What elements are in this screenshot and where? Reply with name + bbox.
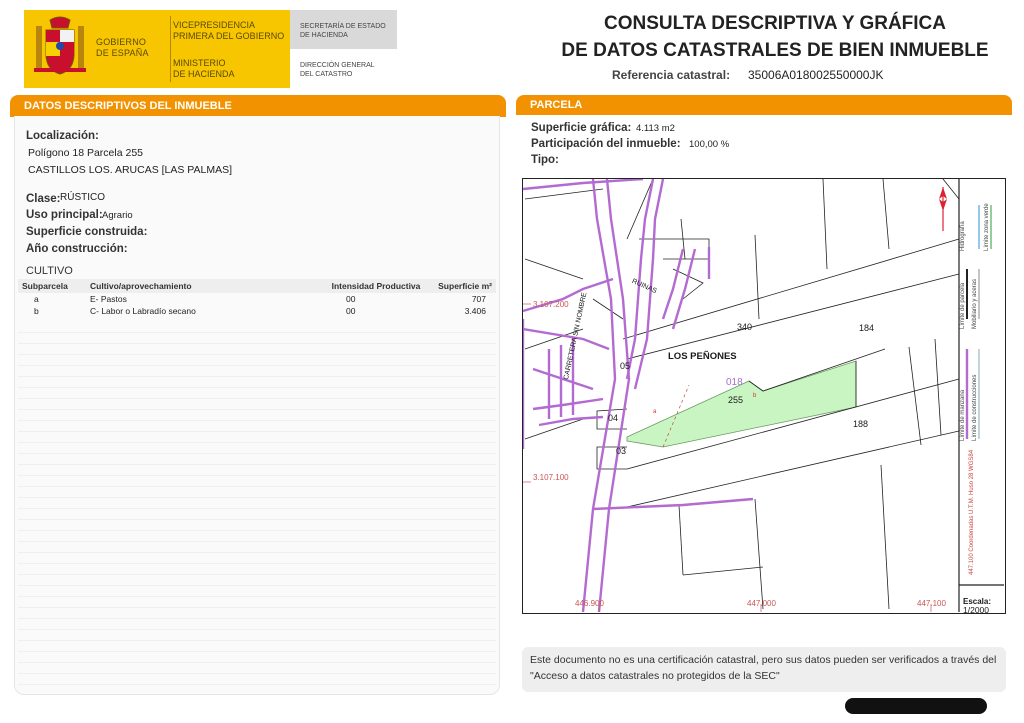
y-coord-top: 3.107.200 bbox=[533, 300, 569, 309]
table-header: Intensidad Productiva bbox=[320, 279, 432, 293]
table-cell: b bbox=[34, 306, 39, 316]
legend-item: Hidrografía bbox=[960, 221, 966, 251]
table-cell: a bbox=[34, 294, 39, 304]
disclaimer-note: Este documento no es una certificación catastral, pero sus datos pueden ser verificados a través del "Acceso a datos catastrales no protegidos de la SEC" bbox=[522, 647, 1006, 692]
map-number: 04 bbox=[608, 413, 619, 423]
referencia-value: 35006A018002550000JK bbox=[748, 68, 884, 82]
x-coord-left: 446.900 bbox=[575, 599, 604, 608]
map-number: 03 bbox=[616, 446, 627, 456]
redaction-bar bbox=[845, 698, 987, 714]
legend-item: Mobiliario y aceras bbox=[972, 278, 978, 329]
direccion-general-text: DIRECCIÓN GENERAL DEL CATASTRO bbox=[300, 62, 375, 78]
map-number: 340 bbox=[737, 322, 753, 332]
table-cell: 3.406 bbox=[464, 306, 486, 316]
table-cell: C- Labor o Labradío secano bbox=[90, 306, 196, 316]
anio-construccion-label: Año construcción: bbox=[26, 243, 128, 255]
uso-principal-label: Uso principal: bbox=[26, 209, 103, 221]
subparcel-a-label: a bbox=[653, 409, 657, 415]
superficie-grafica-label: Superficie gráfica: bbox=[531, 122, 632, 134]
localizacion-label: Localización: bbox=[26, 130, 99, 142]
coat-of-arms-icon bbox=[32, 16, 88, 82]
legend-item: Límite de parcela bbox=[960, 282, 966, 329]
ruinas-label: RUINAS bbox=[630, 277, 658, 296]
map-number: 188 bbox=[853, 419, 869, 429]
tipo-label: Tipo: bbox=[531, 154, 559, 166]
x-coord-mid: 447.000 bbox=[747, 599, 776, 608]
legend-item: Límite zona verde bbox=[984, 203, 990, 251]
table-cell: 00 bbox=[346, 306, 356, 316]
ministerio-text: MINISTERIO DE HACIENDA bbox=[173, 58, 235, 79]
map-canvas bbox=[523, 179, 1004, 612]
referencia-label: Referencia catastral: bbox=[612, 68, 731, 82]
localizacion-line2: CASTILLOS LOS. ARUCAS [LAS PALMAS] bbox=[28, 164, 233, 176]
participacion-value: 100,00 % bbox=[689, 139, 730, 150]
cultivo-table bbox=[18, 279, 496, 317]
parcel-number: 255 bbox=[728, 395, 744, 405]
secretaria-text: SECRETARÍA DE ESTADO DE HACIENDA bbox=[300, 23, 386, 39]
map-number: 05 bbox=[620, 361, 631, 371]
table-cell: 707 bbox=[471, 294, 486, 304]
legend-item: Límite de manzana bbox=[960, 389, 966, 441]
clase-label: Clase: bbox=[26, 193, 61, 205]
table-row bbox=[18, 293, 496, 305]
cultivo-heading: CULTIVO bbox=[26, 265, 73, 277]
map-number: 184 bbox=[859, 323, 875, 333]
table-header: Superficie m² bbox=[432, 279, 496, 293]
localizacion-line1: Polígono 18 Parcela 255 bbox=[28, 147, 144, 159]
table-header-row bbox=[18, 279, 496, 293]
uso-principal-value: Agrario bbox=[102, 210, 133, 221]
participacion-label: Participación del inmueble: bbox=[531, 138, 681, 150]
gobierno-text: GOBIERNO DE ESPAÑA bbox=[96, 37, 149, 58]
north-arrow-icon bbox=[939, 187, 947, 231]
coordinates-note: 447.100 Coordenadas U.T.M. Huso 28 WGS84 bbox=[969, 449, 975, 575]
logo-divider bbox=[170, 16, 171, 82]
place-name-label: LOS PEÑONES bbox=[668, 351, 737, 362]
clase-value: RÚSTICO bbox=[60, 192, 105, 203]
road-name-label: CARRETERA SIN NOMBRE bbox=[563, 291, 589, 381]
ruled-empty-area bbox=[18, 322, 496, 688]
parcela-header: PARCELA bbox=[516, 95, 1012, 115]
subparcel-b-label: b bbox=[753, 393, 757, 399]
table-cell: 00 bbox=[346, 294, 356, 304]
escala-value: 1/2000 bbox=[963, 605, 989, 615]
y-coord-bottom: 3.107.100 bbox=[533, 473, 569, 482]
superficie-construida-label: Superficie construida: bbox=[26, 226, 148, 238]
table-header: Cultivo/aprovechamiento bbox=[86, 279, 320, 293]
vicepresidencia-text: VICEPRESIDENCIA PRIMERA DEL GOBIERNO bbox=[173, 20, 285, 41]
superficie-grafica-value: 4.113 m2 bbox=[636, 123, 675, 134]
cadastral-map bbox=[522, 178, 1006, 614]
legend-item: Límite de construcciones bbox=[972, 374, 978, 441]
table-row bbox=[18, 305, 496, 317]
datos-descriptivos-header: DATOS DESCRIPTIVOS DEL INMUEBLE bbox=[10, 95, 506, 117]
table-cell: E- Pastos bbox=[90, 294, 127, 304]
table-header: Subparcela bbox=[18, 279, 86, 293]
x-coord-right: 447.100 bbox=[917, 599, 946, 608]
escala-label: Escala: bbox=[963, 597, 992, 606]
parcel-label: 018 bbox=[726, 377, 743, 388]
document-title: CONSULTA DESCRIPTIVA Y GRÁFICA DE DATOS CATASTRALES DE BIEN INMUEBLE bbox=[561, 13, 989, 61]
